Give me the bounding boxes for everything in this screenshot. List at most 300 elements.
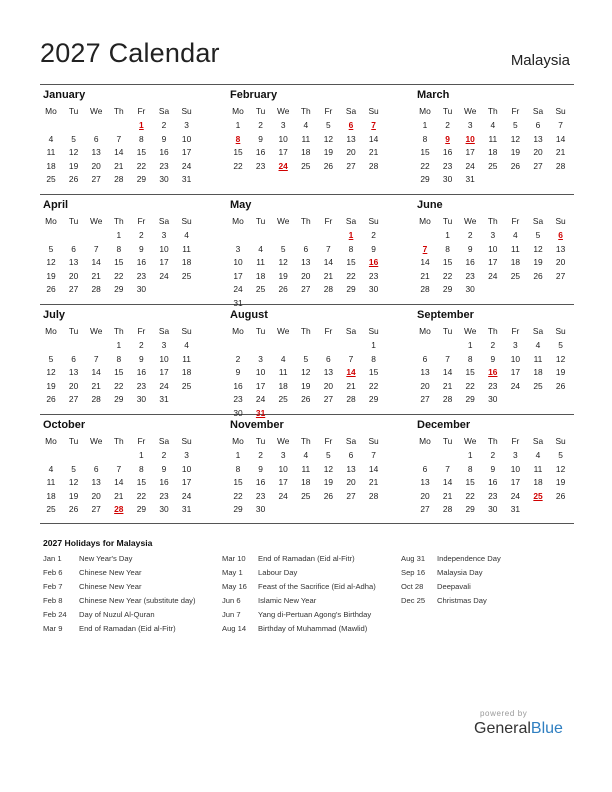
day-cell: 7 [558, 120, 563, 130]
day-cell: 7 [116, 133, 122, 144]
day-cell: 25 [181, 380, 192, 391]
day-cell: 3 [280, 450, 286, 460]
holiday-date: Oct 28 [401, 582, 424, 591]
day-cell: 7 [445, 463, 450, 474]
day-cell: 18 [46, 490, 56, 501]
day-cell: 17 [510, 367, 521, 378]
weekday-label: Sa [532, 216, 544, 226]
day-cell: 6 [93, 463, 99, 474]
day-cell: 22 [442, 270, 453, 281]
holiday-name: New Year's Day [79, 554, 133, 563]
weekday-label: Mo [419, 216, 431, 226]
day-cell: 27 [301, 284, 311, 295]
day-cell: 22 [368, 380, 379, 391]
weekday-header [414, 324, 572, 338]
weekday-label: Sa [345, 216, 357, 226]
day-cell: 23 [442, 160, 453, 171]
holiday-name: Chinese New Year [79, 568, 142, 577]
day-cell: 20 [68, 380, 79, 391]
month-title: October [43, 419, 86, 431]
day-cell: 1 [422, 120, 428, 130]
day-cell: 13 [346, 133, 356, 144]
week-row [227, 132, 385, 146]
weekday-label: Tu [442, 106, 453, 116]
weekday-label: Th [487, 216, 498, 226]
day-cell: 12 [555, 463, 566, 474]
weekday-header [414, 214, 572, 228]
day-cell: 20 [91, 160, 101, 171]
day-cell: 18 [255, 270, 266, 281]
weekday-label: Th [113, 436, 124, 446]
day-cell: 16 [136, 257, 147, 268]
month-title: December [417, 419, 471, 431]
day-cell: 4 [48, 133, 54, 144]
day-cell: 16 [255, 477, 266, 488]
day-cell: 28 [442, 504, 453, 515]
day-cell: 29 [442, 284, 453, 295]
day-cell: 10 [159, 353, 169, 364]
day-cell: 11 [301, 463, 311, 474]
day-cell: 29 [114, 284, 124, 295]
holiday-day-cell: 7 [371, 120, 376, 130]
day-cell: 20 [301, 270, 311, 281]
day-cell: 26 [555, 380, 566, 391]
day-cell: 9 [467, 243, 473, 254]
day-cell: 19 [68, 490, 79, 501]
day-cell: 19 [323, 147, 334, 158]
holiday-date: Feb 24 [43, 610, 67, 619]
day-cell: 23 [488, 380, 498, 391]
day-cell: 27 [91, 504, 101, 515]
day-cell: 22 [465, 490, 475, 501]
weekday-label: Mo [45, 326, 57, 336]
week-row [227, 145, 385, 159]
weekday-label: Su [368, 216, 379, 226]
weekday-label: We [463, 106, 477, 116]
day-cell: 13 [323, 367, 334, 378]
day-cell: 24 [181, 490, 192, 501]
week-row [40, 352, 198, 366]
month-title: January [43, 89, 86, 101]
day-cell: 27 [91, 174, 101, 185]
weekday-label: Tu [442, 216, 453, 226]
weekday-label: Tu [68, 436, 79, 446]
holiday-date: Aug 14 [222, 624, 247, 633]
day-cell: 28 [346, 394, 356, 405]
day-cell: 30 [136, 394, 147, 405]
week-row [40, 462, 198, 476]
day-cell: 6 [71, 353, 76, 364]
week-row [227, 475, 385, 489]
week-row [40, 118, 198, 132]
brand-logo[interactable] [474, 720, 563, 738]
day-cell: 5 [326, 120, 331, 130]
weekday-label: Su [555, 436, 566, 446]
weekday-label: Th [300, 106, 311, 116]
day-cell: 30 [255, 504, 266, 515]
day-cell: 25 [488, 160, 498, 171]
day-cell: 24 [278, 490, 288, 501]
weekday-label: Sa [158, 436, 170, 446]
week-row [40, 172, 198, 186]
day-cell: 1 [235, 450, 241, 460]
day-cell: 1 [467, 340, 473, 350]
weekday-label: Mo [45, 106, 57, 116]
holiday-name: Independence Day [437, 554, 501, 563]
day-cell: 4 [280, 353, 286, 364]
day-cell: 21 [91, 270, 101, 281]
day-cell: 4 [184, 340, 189, 350]
week-row [227, 338, 385, 352]
day-cell: 23 [136, 270, 147, 281]
day-cell: 7 [116, 463, 122, 474]
day-cell: 28 [555, 160, 566, 171]
week-row [414, 172, 572, 186]
day-cell: 15 [420, 147, 430, 158]
day-cell: 26 [323, 490, 334, 501]
day-cell: 13 [91, 147, 101, 158]
week-row [414, 448, 572, 462]
day-cell: 21 [442, 490, 453, 501]
weekday-label: Su [555, 216, 566, 226]
week-row [227, 392, 385, 406]
week-row [40, 132, 198, 146]
day-cell: 9 [161, 463, 167, 474]
week-row [414, 352, 572, 366]
day-cell: 1 [445, 230, 450, 240]
day-cell: 18 [301, 477, 311, 488]
holiday-date: Jan 1 [43, 554, 62, 563]
day-cell: 15 [114, 257, 124, 268]
weekday-label: Mo [232, 216, 244, 226]
day-cell: 13 [68, 257, 79, 268]
day-cell: 20 [91, 490, 101, 501]
week-row [414, 242, 572, 256]
day-cell: 28 [420, 284, 430, 295]
day-cell: 1 [467, 450, 473, 460]
day-cell: 26 [510, 160, 521, 171]
day-cell: 11 [256, 257, 265, 268]
day-cell: 14 [368, 133, 379, 144]
day-cell: 18 [181, 257, 192, 268]
weekday-label: We [463, 436, 477, 446]
day-cell: 6 [422, 353, 428, 364]
day-cell: 13 [91, 477, 101, 488]
day-cell: 13 [68, 367, 79, 378]
day-cell: 22 [465, 380, 475, 391]
weekday-label: Sa [345, 106, 357, 116]
day-cell: 17 [159, 367, 169, 378]
section-divider [40, 194, 574, 195]
day-cell: 19 [555, 477, 566, 488]
day-cell: 10 [510, 463, 521, 474]
day-cell: 6 [71, 243, 76, 254]
holiday-day-cell: 16 [368, 257, 379, 268]
weekday-label: We [276, 436, 290, 446]
weekday-label: Fr [324, 436, 333, 446]
weekday-label: Mo [45, 216, 57, 226]
day-cell: 5 [513, 120, 518, 130]
day-cell: 17 [488, 257, 498, 268]
day-cell: 23 [136, 380, 147, 391]
weekday-label: Mo [232, 436, 244, 446]
day-cell: 2 [445, 120, 450, 130]
weekday-label: Tu [68, 326, 79, 336]
day-cell: 23 [488, 490, 498, 501]
day-cell: 19 [46, 270, 56, 281]
day-cell: 8 [371, 353, 376, 364]
weekday-header [227, 214, 385, 228]
weekday-label: Fr [137, 436, 146, 446]
holiday-name: Yang di-Pertuan Agong's Birthday [258, 610, 372, 619]
weekday-label: Th [487, 326, 498, 336]
day-cell: 10 [159, 243, 169, 254]
day-cell: 4 [513, 230, 518, 240]
day-cell: 9 [139, 353, 144, 364]
day-cell: 7 [93, 353, 99, 364]
day-cell: 27 [346, 490, 356, 501]
day-cell: 12 [46, 367, 56, 378]
week-row [414, 145, 572, 159]
holiday-date: Aug 31 [401, 554, 426, 563]
month-title: February [230, 89, 278, 101]
day-cell: 17 [181, 147, 192, 158]
weekday-label: Mo [232, 326, 244, 336]
day-cell: 8 [139, 463, 144, 474]
day-cell: 10 [510, 353, 521, 364]
day-cell: 19 [555, 367, 566, 378]
day-cell: 30 [233, 408, 243, 418]
day-cell: 9 [139, 243, 144, 254]
week-row [40, 228, 198, 242]
day-cell: 15 [233, 477, 243, 488]
day-cell: 11 [278, 367, 288, 378]
day-cell: 14 [442, 367, 453, 378]
weekday-label: Fr [511, 216, 520, 226]
weekday-label: We [89, 216, 103, 226]
weekday-label: Sa [158, 106, 170, 116]
day-cell: 12 [555, 353, 566, 364]
day-cell: 24 [510, 380, 521, 391]
week-row [227, 255, 385, 269]
day-cell: 24 [181, 160, 192, 171]
day-cell: 12 [510, 133, 521, 144]
holiday-date: Mar 9 [43, 624, 63, 633]
weekday-label: Th [487, 436, 498, 446]
holiday-name: Deepavali [437, 582, 471, 591]
weekday-label: Sa [532, 326, 544, 336]
day-cell: 7 [348, 353, 354, 364]
holiday-day-cell: 6 [348, 120, 354, 130]
weekday-label: We [89, 326, 103, 336]
day-cell: 23 [159, 160, 169, 171]
weekday-label: Th [113, 106, 124, 116]
day-cell: 16 [233, 380, 243, 391]
week-row [227, 269, 385, 283]
day-cell: 27 [420, 504, 430, 515]
day-cell: 26 [68, 504, 79, 515]
brand-name-blue: Blue [530, 720, 563, 737]
day-cell: 5 [48, 243, 54, 254]
day-cell: 12 [46, 257, 56, 268]
weekday-label: Tu [68, 106, 79, 116]
week-row [40, 448, 198, 462]
day-cell: 20 [533, 147, 543, 158]
week-row [227, 379, 385, 393]
week-row [227, 462, 385, 476]
day-cell: 27 [323, 394, 334, 405]
week-row [227, 228, 385, 242]
day-cell: 9 [490, 353, 496, 364]
day-cell: 12 [301, 367, 311, 378]
day-cell: 13 [420, 477, 430, 488]
day-cell: 14 [420, 257, 430, 268]
day-cell: 25 [278, 394, 288, 405]
weekday-label: Su [368, 326, 379, 336]
day-cell: 11 [533, 353, 543, 364]
day-cell: 25 [533, 380, 543, 391]
holiday-date: May 1 [222, 568, 243, 577]
weekday-label: Su [368, 106, 379, 116]
day-cell: 2 [490, 340, 496, 350]
day-cell: 16 [488, 477, 498, 488]
weekday-label: We [276, 326, 290, 336]
day-cell: 6 [348, 450, 354, 460]
day-cell: 6 [326, 353, 331, 364]
day-cell: 16 [255, 147, 266, 158]
brand-name-general: General [474, 720, 531, 737]
weekday-label: Fr [324, 216, 333, 226]
day-cell: 23 [255, 160, 266, 171]
day-cell: 26 [533, 270, 543, 281]
week-row [40, 255, 198, 269]
weekday-label: Fr [511, 436, 520, 446]
day-cell: 28 [114, 174, 124, 185]
day-cell: 22 [136, 490, 147, 501]
week-row [414, 282, 572, 296]
day-cell: 3 [161, 340, 167, 350]
weekday-label: Mo [419, 326, 431, 336]
day-cell: 3 [258, 353, 263, 364]
day-cell: 30 [136, 284, 147, 295]
week-row [40, 242, 198, 256]
day-cell: 18 [533, 477, 543, 488]
day-cell: 2 [490, 450, 496, 460]
day-cell: 26 [278, 284, 288, 295]
day-cell: 23 [368, 270, 379, 281]
day-cell: 28 [91, 394, 101, 405]
weekday-label: Fr [137, 326, 146, 336]
day-cell: 11 [533, 463, 543, 474]
weekday-label: Su [181, 216, 192, 226]
day-cell: 29 [368, 394, 379, 405]
weekday-label: Su [555, 326, 566, 336]
week-row [414, 338, 572, 352]
day-cell: 18 [278, 380, 288, 391]
weekday-label: Sa [345, 326, 357, 336]
week-row [414, 132, 572, 146]
day-cell: 15 [114, 367, 124, 378]
day-cell: 4 [48, 463, 54, 474]
weekday-label: Fr [137, 216, 146, 226]
day-cell: 31 [233, 298, 243, 308]
month-title: August [230, 309, 268, 321]
day-cell: 9 [258, 133, 263, 144]
weekday-label: Sa [158, 326, 170, 336]
week-row [40, 502, 198, 516]
day-cell: 21 [442, 380, 453, 391]
day-cell: 4 [303, 120, 309, 130]
day-cell: 15 [465, 367, 475, 378]
day-cell: 23 [255, 490, 266, 501]
week-row [414, 489, 572, 503]
day-cell: 26 [46, 394, 56, 405]
holiday-day-cell: 9 [445, 133, 450, 144]
day-cell: 27 [420, 394, 430, 405]
day-cell: 9 [490, 463, 496, 474]
day-cell: 15 [368, 367, 379, 378]
holiday-name: End of Ramadan (Eid al-Fitr) [258, 554, 355, 563]
holiday-date: Dec 25 [401, 596, 426, 605]
day-cell: 2 [258, 450, 263, 460]
day-cell: 10 [278, 133, 288, 144]
day-cell: 29 [136, 174, 147, 185]
weekday-label: Fr [511, 106, 520, 116]
weekday-header [227, 434, 385, 448]
day-cell: 18 [46, 160, 56, 171]
day-cell: 12 [323, 463, 334, 474]
day-cell: 8 [235, 463, 241, 474]
day-cell: 12 [68, 147, 79, 158]
day-cell: 4 [490, 120, 496, 130]
month-title: May [230, 199, 252, 211]
weekday-label: Fr [511, 326, 520, 336]
day-cell: 30 [465, 284, 475, 295]
day-cell: 3 [184, 450, 189, 460]
day-cell: 2 [139, 340, 144, 350]
day-cell: 24 [159, 380, 169, 391]
day-cell: 8 [116, 243, 122, 254]
weekday-header [40, 324, 198, 338]
day-cell: 2 [371, 230, 376, 240]
weekday-label: Su [181, 106, 192, 116]
week-row [40, 159, 198, 173]
day-cell: 19 [278, 270, 288, 281]
holiday-name: Day of Nuzul Al-Quran [79, 610, 155, 619]
weekday-label: Sa [532, 436, 544, 446]
weekday-header [414, 104, 572, 118]
weekday-label: Fr [324, 106, 333, 116]
day-cell: 9 [161, 133, 167, 144]
day-cell: 31 [159, 394, 169, 405]
weekday-label: Th [113, 216, 124, 226]
day-cell: 25 [301, 490, 311, 501]
day-cell: 24 [465, 160, 475, 171]
holiday-name: Malaysia Day [437, 568, 483, 577]
weekday-label: Tu [255, 436, 266, 446]
week-row [40, 269, 198, 283]
weekday-label: Su [555, 106, 566, 116]
weekday-label: Sa [532, 106, 544, 116]
day-cell: 14 [555, 133, 566, 144]
day-cell: 17 [278, 147, 288, 158]
month-title: September [417, 309, 474, 321]
day-cell: 1 [371, 340, 376, 350]
day-cell: 10 [233, 257, 243, 268]
day-cell: 24 [255, 394, 266, 405]
day-cell: 4 [258, 243, 263, 254]
holiday-date: Feb 8 [43, 596, 63, 605]
